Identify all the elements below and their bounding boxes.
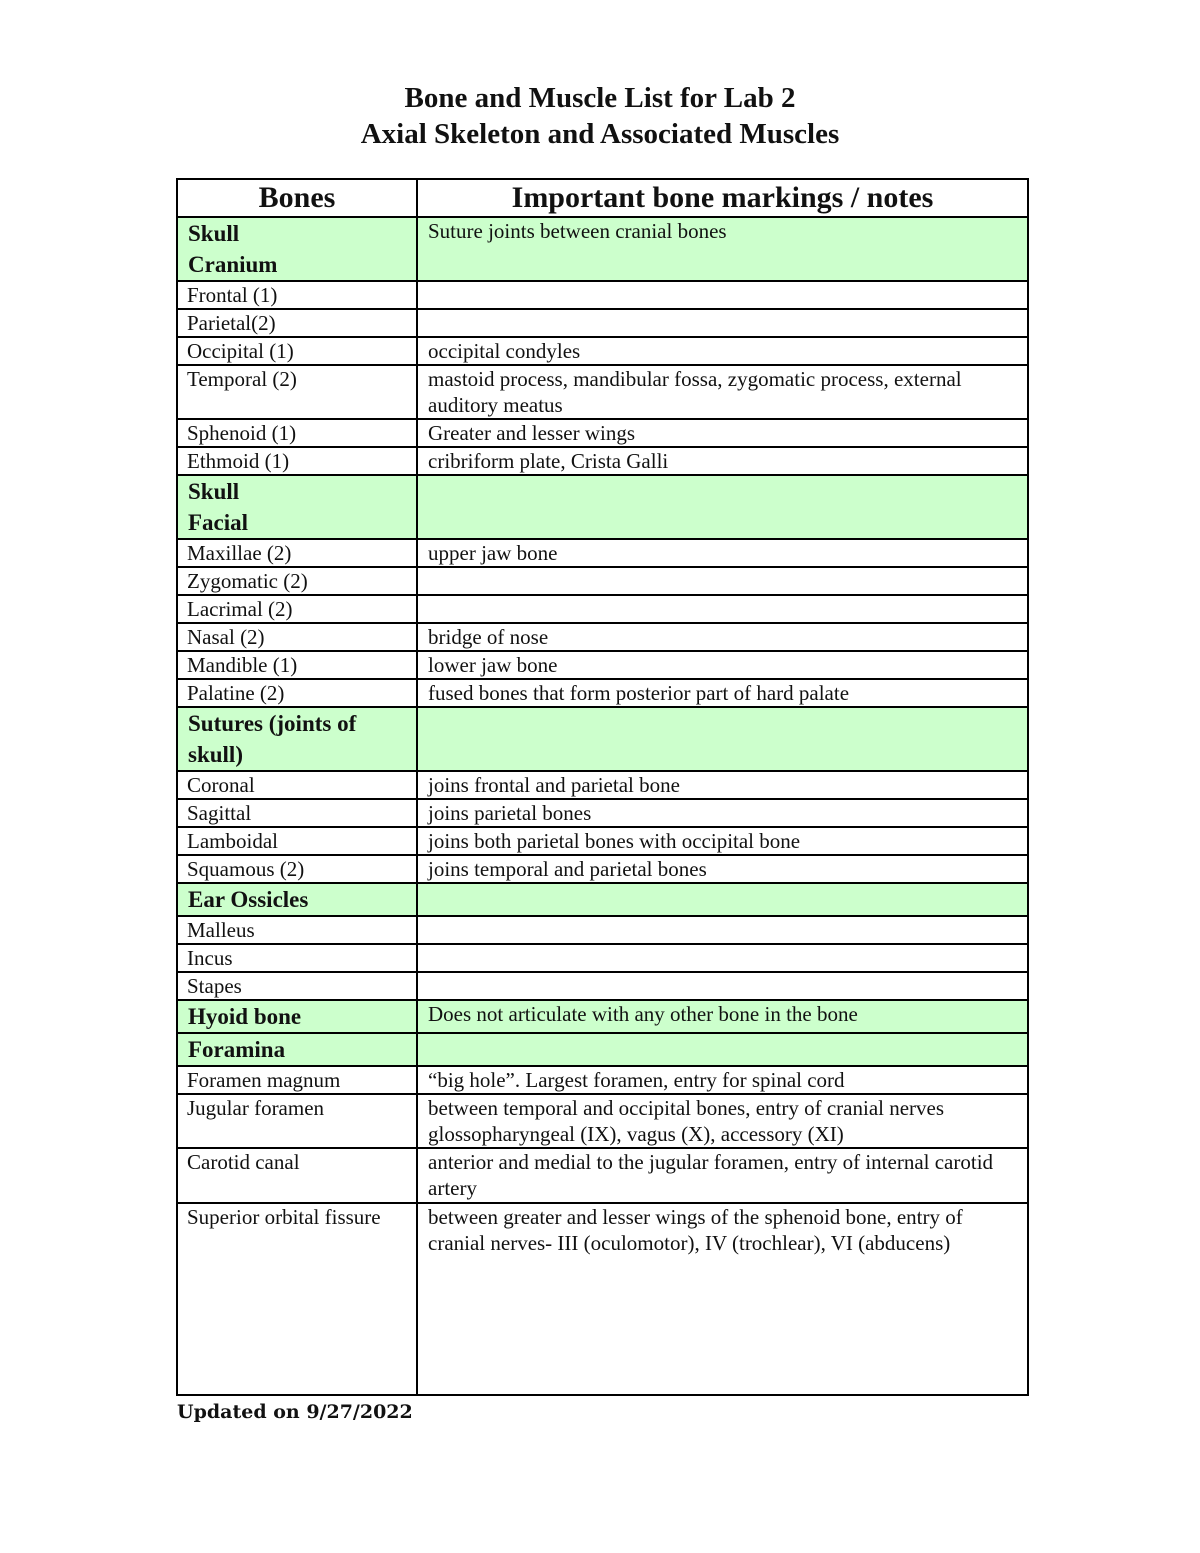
bone-name: Parietal(2) bbox=[177, 309, 417, 337]
bone-note: cribriform plate, Crista Galli bbox=[417, 447, 1028, 475]
bone-name: Stapes bbox=[177, 972, 417, 1000]
table-row bbox=[177, 855, 1028, 883]
table-row bbox=[177, 771, 1028, 799]
bone-note: joins parietal bones bbox=[417, 799, 1028, 827]
bone-name: Superior orbital fissure bbox=[177, 1203, 417, 1395]
table-row bbox=[177, 1148, 1028, 1203]
bone-name: Occipital (1) bbox=[177, 337, 417, 365]
header-notes: Important bone markings / notes bbox=[417, 179, 1028, 217]
section-name-line1: Skull bbox=[188, 221, 240, 246]
table-row bbox=[177, 539, 1028, 567]
section-name: Hyoid bone bbox=[177, 1000, 417, 1033]
bone-name: Palatine (2) bbox=[177, 679, 417, 707]
table-row bbox=[177, 679, 1028, 707]
table-row bbox=[177, 595, 1028, 623]
bone-name: Foramen magnum bbox=[177, 1066, 417, 1094]
table-row bbox=[177, 1066, 1028, 1094]
updated-date: Updated on 9/27/2022 bbox=[177, 1401, 413, 1423]
bone-table bbox=[176, 178, 1029, 1396]
bone-name: Maxillae (2) bbox=[177, 539, 417, 567]
bone-name: Squamous (2) bbox=[177, 855, 417, 883]
bone-note: Greater and lesser wings bbox=[417, 419, 1028, 447]
bone-note: lower jaw bone bbox=[417, 651, 1028, 679]
bone-name: Ethmoid (1) bbox=[177, 447, 417, 475]
bone-name: Carotid canal bbox=[177, 1148, 417, 1203]
table-row bbox=[177, 916, 1028, 944]
section-note: Suture joints between cranial bones bbox=[417, 217, 1028, 281]
bone-name: Coronal bbox=[177, 771, 417, 799]
bone-name: Temporal (2) bbox=[177, 365, 417, 419]
bone-name: Sphenoid (1) bbox=[177, 419, 417, 447]
section-row bbox=[177, 707, 1028, 771]
bone-name: Malleus bbox=[177, 916, 417, 944]
table-row bbox=[177, 944, 1028, 972]
section-row bbox=[177, 883, 1028, 916]
bone-note bbox=[417, 916, 1028, 944]
bone-note: between temporal and occipital bones, entry of cranial nerves glossopharyngeal (IX), vagus (X), accessory (XI) bbox=[417, 1094, 1028, 1148]
table-header-row bbox=[177, 179, 1028, 217]
section-name: Ear Ossicles bbox=[177, 883, 417, 916]
bone-note: joins temporal and parietal bones bbox=[417, 855, 1028, 883]
bone-note: between greater and lesser wings of the sphenoid bone, entry of cranial nerves- III (oculomotor), IV (trochlear), VI (abducens) bbox=[417, 1203, 1028, 1395]
bone-note bbox=[417, 567, 1028, 595]
bone-note: bridge of nose bbox=[417, 623, 1028, 651]
section-name: Foramina bbox=[177, 1033, 417, 1066]
section-note bbox=[417, 883, 1028, 916]
header-bones: Bones bbox=[177, 179, 417, 217]
bone-name: Sagittal bbox=[177, 799, 417, 827]
table-row bbox=[177, 365, 1028, 419]
table-row bbox=[177, 281, 1028, 309]
bone-name: Zygomatic (2) bbox=[177, 567, 417, 595]
bone-name: Lamboidal bbox=[177, 827, 417, 855]
page-title: Bone and Muscle List for Lab 2 bbox=[404, 82, 796, 114]
bone-note: joins frontal and parietal bone bbox=[417, 771, 1028, 799]
bone-note: “big hole”. Largest foramen, entry for spinal cord bbox=[417, 1066, 1028, 1094]
section-row bbox=[177, 1000, 1028, 1033]
section-note: Does not articulate with any other bone in the bone bbox=[417, 1000, 1028, 1033]
bone-name: Jugular foramen bbox=[177, 1094, 417, 1148]
section-note bbox=[417, 1033, 1028, 1066]
bone-note: occipital condyles bbox=[417, 337, 1028, 365]
table-row bbox=[177, 419, 1028, 447]
table-row bbox=[177, 799, 1028, 827]
table-row bbox=[177, 337, 1028, 365]
section-name bbox=[177, 217, 417, 281]
table-row bbox=[177, 309, 1028, 337]
section-note bbox=[417, 707, 1028, 771]
table-row bbox=[177, 827, 1028, 855]
bone-name: Incus bbox=[177, 944, 417, 972]
bone-note: fused bones that form posterior part of hard palate bbox=[417, 679, 1028, 707]
bone-name: Nasal (2) bbox=[177, 623, 417, 651]
bone-name: Frontal (1) bbox=[177, 281, 417, 309]
section-name-line1: Skull bbox=[188, 479, 240, 504]
bone-note bbox=[417, 281, 1028, 309]
section-row bbox=[177, 475, 1028, 539]
section-row bbox=[177, 217, 1028, 281]
bone-note: joins both parietal bones with occipital bone bbox=[417, 827, 1028, 855]
bone-note bbox=[417, 309, 1028, 337]
section-row bbox=[177, 1033, 1028, 1066]
section-name: Sutures (joints of skull) bbox=[177, 707, 417, 771]
table-row bbox=[177, 1094, 1028, 1148]
table-row bbox=[177, 1203, 1028, 1395]
section-name-line2: Cranium bbox=[188, 252, 278, 277]
bone-note bbox=[417, 595, 1028, 623]
table-row bbox=[177, 447, 1028, 475]
section-note bbox=[417, 475, 1028, 539]
bone-note: mastoid process, mandibular fossa, zygomatic process, external auditory meatus bbox=[417, 365, 1028, 419]
section-name-line2: Facial bbox=[188, 510, 249, 535]
bone-name: Mandible (1) bbox=[177, 651, 417, 679]
bone-note bbox=[417, 972, 1028, 1000]
page-subtitle: Axial Skeleton and Associated Muscles bbox=[360, 118, 840, 150]
bone-note: anterior and medial to the jugular foramen, entry of internal carotid artery bbox=[417, 1148, 1028, 1203]
table-row bbox=[177, 567, 1028, 595]
bone-name: Lacrimal (2) bbox=[177, 595, 417, 623]
section-name bbox=[177, 475, 417, 539]
bone-note bbox=[417, 944, 1028, 972]
table-row bbox=[177, 651, 1028, 679]
bone-note: upper jaw bone bbox=[417, 539, 1028, 567]
table-row bbox=[177, 972, 1028, 1000]
table-row bbox=[177, 623, 1028, 651]
